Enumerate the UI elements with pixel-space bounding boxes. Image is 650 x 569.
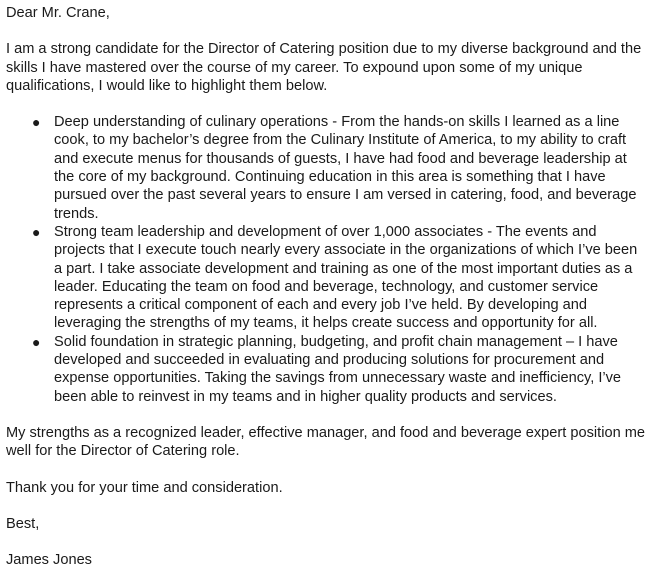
qualification-text: – I have developed and succeeded in evaluating and producing solutions for procurement and expense opportunities. Taking the savings from unnecessary waste and inefficiency, I’ve been able to reinvest in my teams and in higher quality products and services. (54, 333, 622, 405)
qualification-text: - The events and projects that I execute touch nearly every associate in the organizations of which I’ve been a part. I take associate development and training as one of the most important duties as a leader. Educating the team on food and beverage, technology, and customer service represents a critical component of each and every job I’ve held. By developing and leveraging the strengths of my teams, it helps create success and opportunity for all. (54, 223, 638, 332)
bullet-icon: ● (32, 223, 41, 240)
signature: James Jones (6, 552, 92, 569)
list-item (32, 113, 646, 223)
intro-paragraph: I am a strong candidate for the Director of Catering position due to my diverse background and the skills I have mastered over the course of my career. To expound upon some of my unique qualifications, I would like to highlight them below. (6, 41, 642, 94)
closing: Best, (6, 515, 40, 532)
list-item (32, 333, 646, 406)
qualification-text: - From the hands-on skills I learned as a line cook, to my bachelor’s degree from the Culinary Institute of America, to my ability to craft and execute menus for thousands of guests, I have had food and beverage leadership at the core of my background. Continuing education in this area is something that I have pursued over the past several years to ensure I am versed in catering, food, and beverage trends. (54, 114, 637, 222)
qualification-heading: Solid foundation in strategic planning, budgeting, and profit chain management (54, 333, 562, 350)
qualifications-list (6, 113, 646, 406)
bullet-icon: ● (32, 114, 41, 131)
strengths-paragraph: My strengths as a recognized leader, effective manager, and food and beverage expert position me well for the Director of Catering role. (6, 424, 646, 460)
qualification-heading: Strong team leadership and development of over 1,000 associates (54, 223, 484, 240)
thanks-paragraph: Thank you for your time and consideration. (6, 479, 283, 496)
salutation: Dear Mr. Crane, (6, 5, 110, 21)
list-item (32, 223, 646, 333)
bullet-icon: ● (32, 333, 41, 350)
qualification-heading: Deep understanding of culinary operations (54, 114, 329, 131)
